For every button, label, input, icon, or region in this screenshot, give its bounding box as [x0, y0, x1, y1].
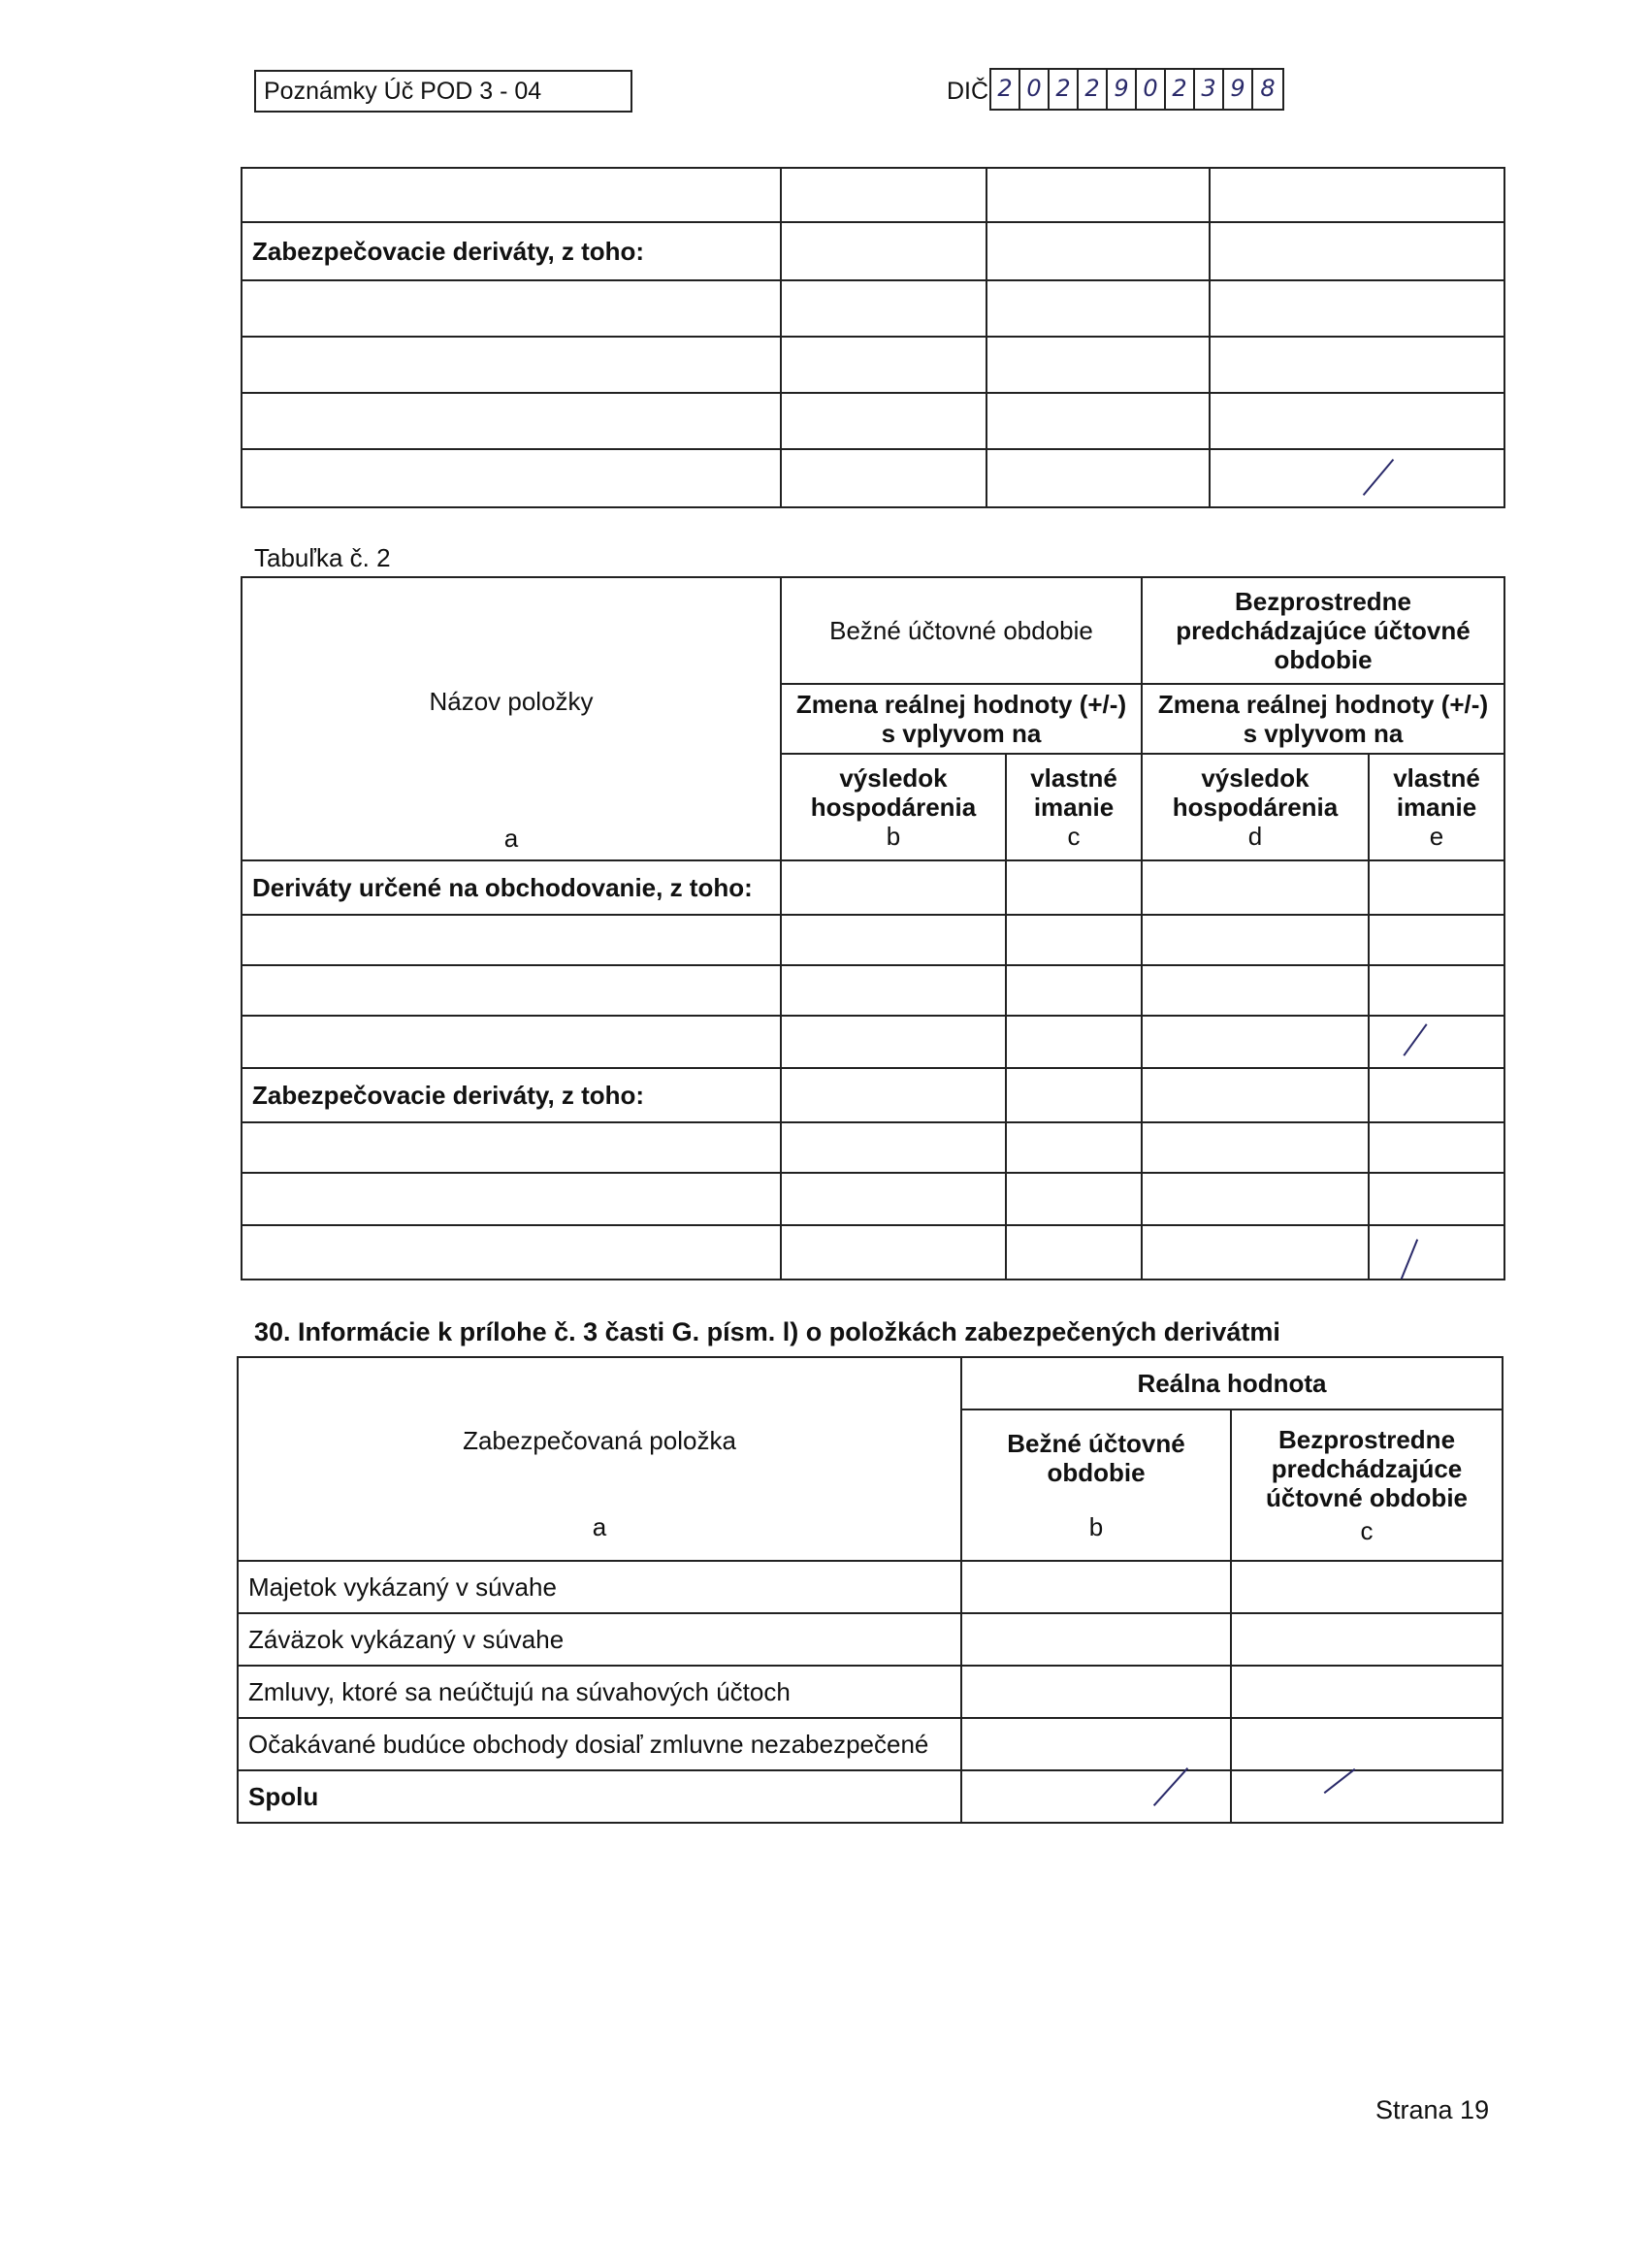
row-label: Záväzok vykázaný v súvahe [238, 1613, 961, 1666]
col-letter-b: b [1088, 1512, 1104, 1541]
table2-caption: Tabuľka č. 2 [254, 543, 391, 572]
row-label: Spolu [238, 1770, 961, 1823]
name-header: Názov položky [429, 687, 594, 716]
current-period-header: Bežné účtovné obdobie [1007, 1429, 1185, 1487]
table-row [242, 280, 1504, 337]
table-row [242, 1122, 1504, 1173]
row-label [242, 1173, 781, 1225]
col-letter-a: a [503, 824, 519, 853]
table-row [242, 1068, 1504, 1122]
row-label: Zabezpečovacie deriváty, z toho: [242, 222, 781, 280]
table-row [242, 222, 1504, 280]
form-id: Poznámky Úč POD 3 - 04 [264, 78, 542, 105]
row-label: Majetok vykázaný v súvahe [238, 1561, 961, 1613]
dic-digit: 0 [1137, 70, 1166, 109]
row-label [242, 393, 781, 449]
col-letter-e: e [1429, 822, 1444, 851]
table-row [238, 1770, 1503, 1823]
table-row [238, 1666, 1503, 1718]
table-row [242, 915, 1504, 965]
section-30-title: 30. Informácie k prílohe č. 3 časti G. písm. l) o položkách zabezpečených derivátmi [254, 1317, 1280, 1346]
row-label [242, 1122, 781, 1173]
row-label: Očakávané budúce obchody dosiaľ zmluvne nezabezpečené [238, 1718, 961, 1770]
col-letter-c: c [1067, 822, 1081, 851]
equity-header: vlastné imanie [1393, 763, 1480, 822]
row-label: Zabezpečovacie deriváty, z toho: [242, 1068, 781, 1122]
dic-digit: 0 [1020, 70, 1050, 109]
row-label [242, 168, 781, 222]
previous-period-header: Bezprostredne predchádzajúce účtovné obdobie [1142, 577, 1504, 684]
dic-digit: 9 [1224, 70, 1253, 109]
col-letter-c: c [1360, 1516, 1374, 1545]
table-row [242, 1225, 1504, 1280]
dic-boxes [989, 68, 1284, 111]
row-label [242, 337, 781, 393]
dic-digit: 8 [1260, 75, 1276, 102]
dic-digit: 2 [991, 70, 1020, 109]
row-label [242, 1225, 781, 1280]
table-row [238, 1613, 1503, 1666]
table-row [242, 449, 1504, 507]
table-row [242, 1016, 1504, 1068]
row-label [242, 1016, 781, 1068]
table-row [242, 860, 1504, 915]
equity-header: vlastné imanie [1030, 763, 1117, 822]
table-row [242, 168, 1504, 222]
page-number: Strana 19 [1375, 2095, 1490, 2124]
table-row [242, 337, 1504, 393]
row-label [242, 915, 781, 965]
row-label: Deriváty určené na obchodovanie, z toho: [242, 860, 781, 915]
result-header: výsledok hospodárenia [810, 763, 977, 822]
change-previous-header: Zmena reálnej hodnoty (+/-) s vplyvom na [1142, 684, 1504, 754]
table-row [242, 393, 1504, 449]
hedged-items-table [237, 1356, 1504, 1824]
col-letter-d: d [1247, 822, 1263, 851]
dic-digit: 2 [1166, 70, 1195, 109]
dic-label: DIČ [947, 78, 989, 105]
derivatives-table-1 [241, 167, 1505, 508]
derivatives-table-2 [241, 576, 1505, 1280]
table-row [238, 1561, 1503, 1613]
table-row [242, 965, 1504, 1016]
current-period-header: Bežné účtovné obdobie [781, 577, 1142, 684]
col-letter-a: a [592, 1512, 607, 1541]
col-letter-b: b [886, 822, 901, 851]
row-label: Zmluvy, ktoré sa neúčtujú na súvahových účtoch [238, 1666, 961, 1718]
dic-digit: 3 [1195, 70, 1224, 109]
dic-digit: 9 [1108, 70, 1137, 109]
dic-digit: 2 [1079, 70, 1108, 109]
result-header: výsledok hospodárenia [1172, 763, 1339, 822]
item-header: Zabezpečovaná položka [463, 1426, 736, 1455]
previous-period-header: Bezprostredne predchádzajúce účtovné obdobie [1266, 1425, 1468, 1512]
table-row [242, 1173, 1504, 1225]
table-row [238, 1718, 1503, 1770]
form-id-box [254, 70, 632, 113]
dic-digit: 2 [1050, 70, 1079, 109]
row-label [242, 449, 781, 507]
row-label [242, 280, 781, 337]
row-label [242, 965, 781, 1016]
change-current-header: Zmena reálnej hodnoty (+/-) s vplyvom na [781, 684, 1142, 754]
fair-value-header: Reálna hodnota [961, 1357, 1503, 1409]
